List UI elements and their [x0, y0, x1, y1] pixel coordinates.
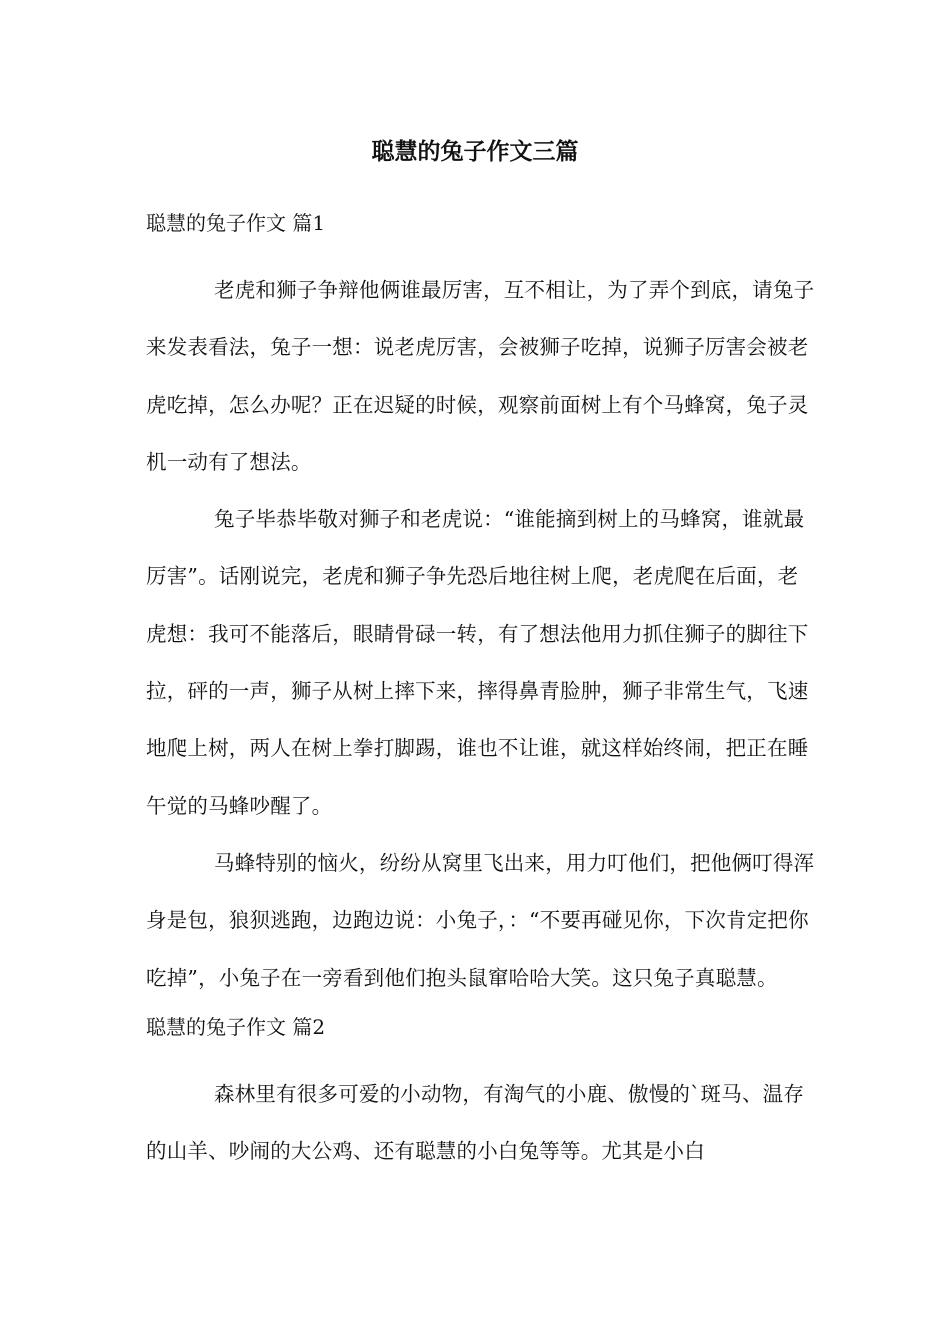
document-body — [146, 203, 816, 1180]
section-heading: 聪慧的兔子作文 篇2 — [146, 1014, 326, 1039]
paragraph: 森林里有很多可爱的小动物，有淘气的小鹿、傲慢的`斑马、温存的山羊、吵闹的大公鸡、还有聪慧的小白兔等等。尤其是小白 — [146, 1081, 805, 1164]
document-title: 聪慧的兔子作文三篇 — [371, 138, 579, 165]
paragraph: 兔子毕恭毕敬对狮子和老虎说：“谁能摘到树上的马蜂窝，谁就最厉害”。话刚说完，老虎和狮子争先恐后地往树上爬，老虎爬在后面，老虎想：我可不能落后，眼睛骨碌一转，有了想法他用力抓住狮子的脚往下拉，砰的一声，狮子从树上摔下来，摔得鼻青脸肿，狮子非常生气，飞速地爬上树，两人在树上拳打脚踢，谁也不让谁，就这样始终闹，把正在睡午觉的马蜂吵醒了。 — [146, 507, 809, 818]
paragraph: 老虎和狮子争辩他俩谁最厉害，互不相让，为了弄个到底，请兔子来发表看法，兔子一想：说老虎厉害，会被狮子吃掉，说狮子厉害会被老虎吃掉，怎么办呢？正在迟疑的时候，观察前面树上有个马蜂窝，兔子灵机一动有了想法。 — [146, 278, 815, 474]
essay-section-2 — [146, 1007, 816, 1181]
paragraph: 马蜂特别的恼火，纷纷从窝里飞出来，用力叮他们，把他俩叮得浑身是包，狼狈逃跑，边跑边说：小兔子，：“不要再碰见你，下次肯定把你吃掉”，小兔子在一旁看到他们抱头鼠窜哈哈大笑。这只兔子真聪慧。 — [146, 850, 815, 990]
essay-section-1 — [146, 203, 816, 1007]
section-heading: 聪慧的兔子作文 篇1 — [146, 211, 326, 235]
